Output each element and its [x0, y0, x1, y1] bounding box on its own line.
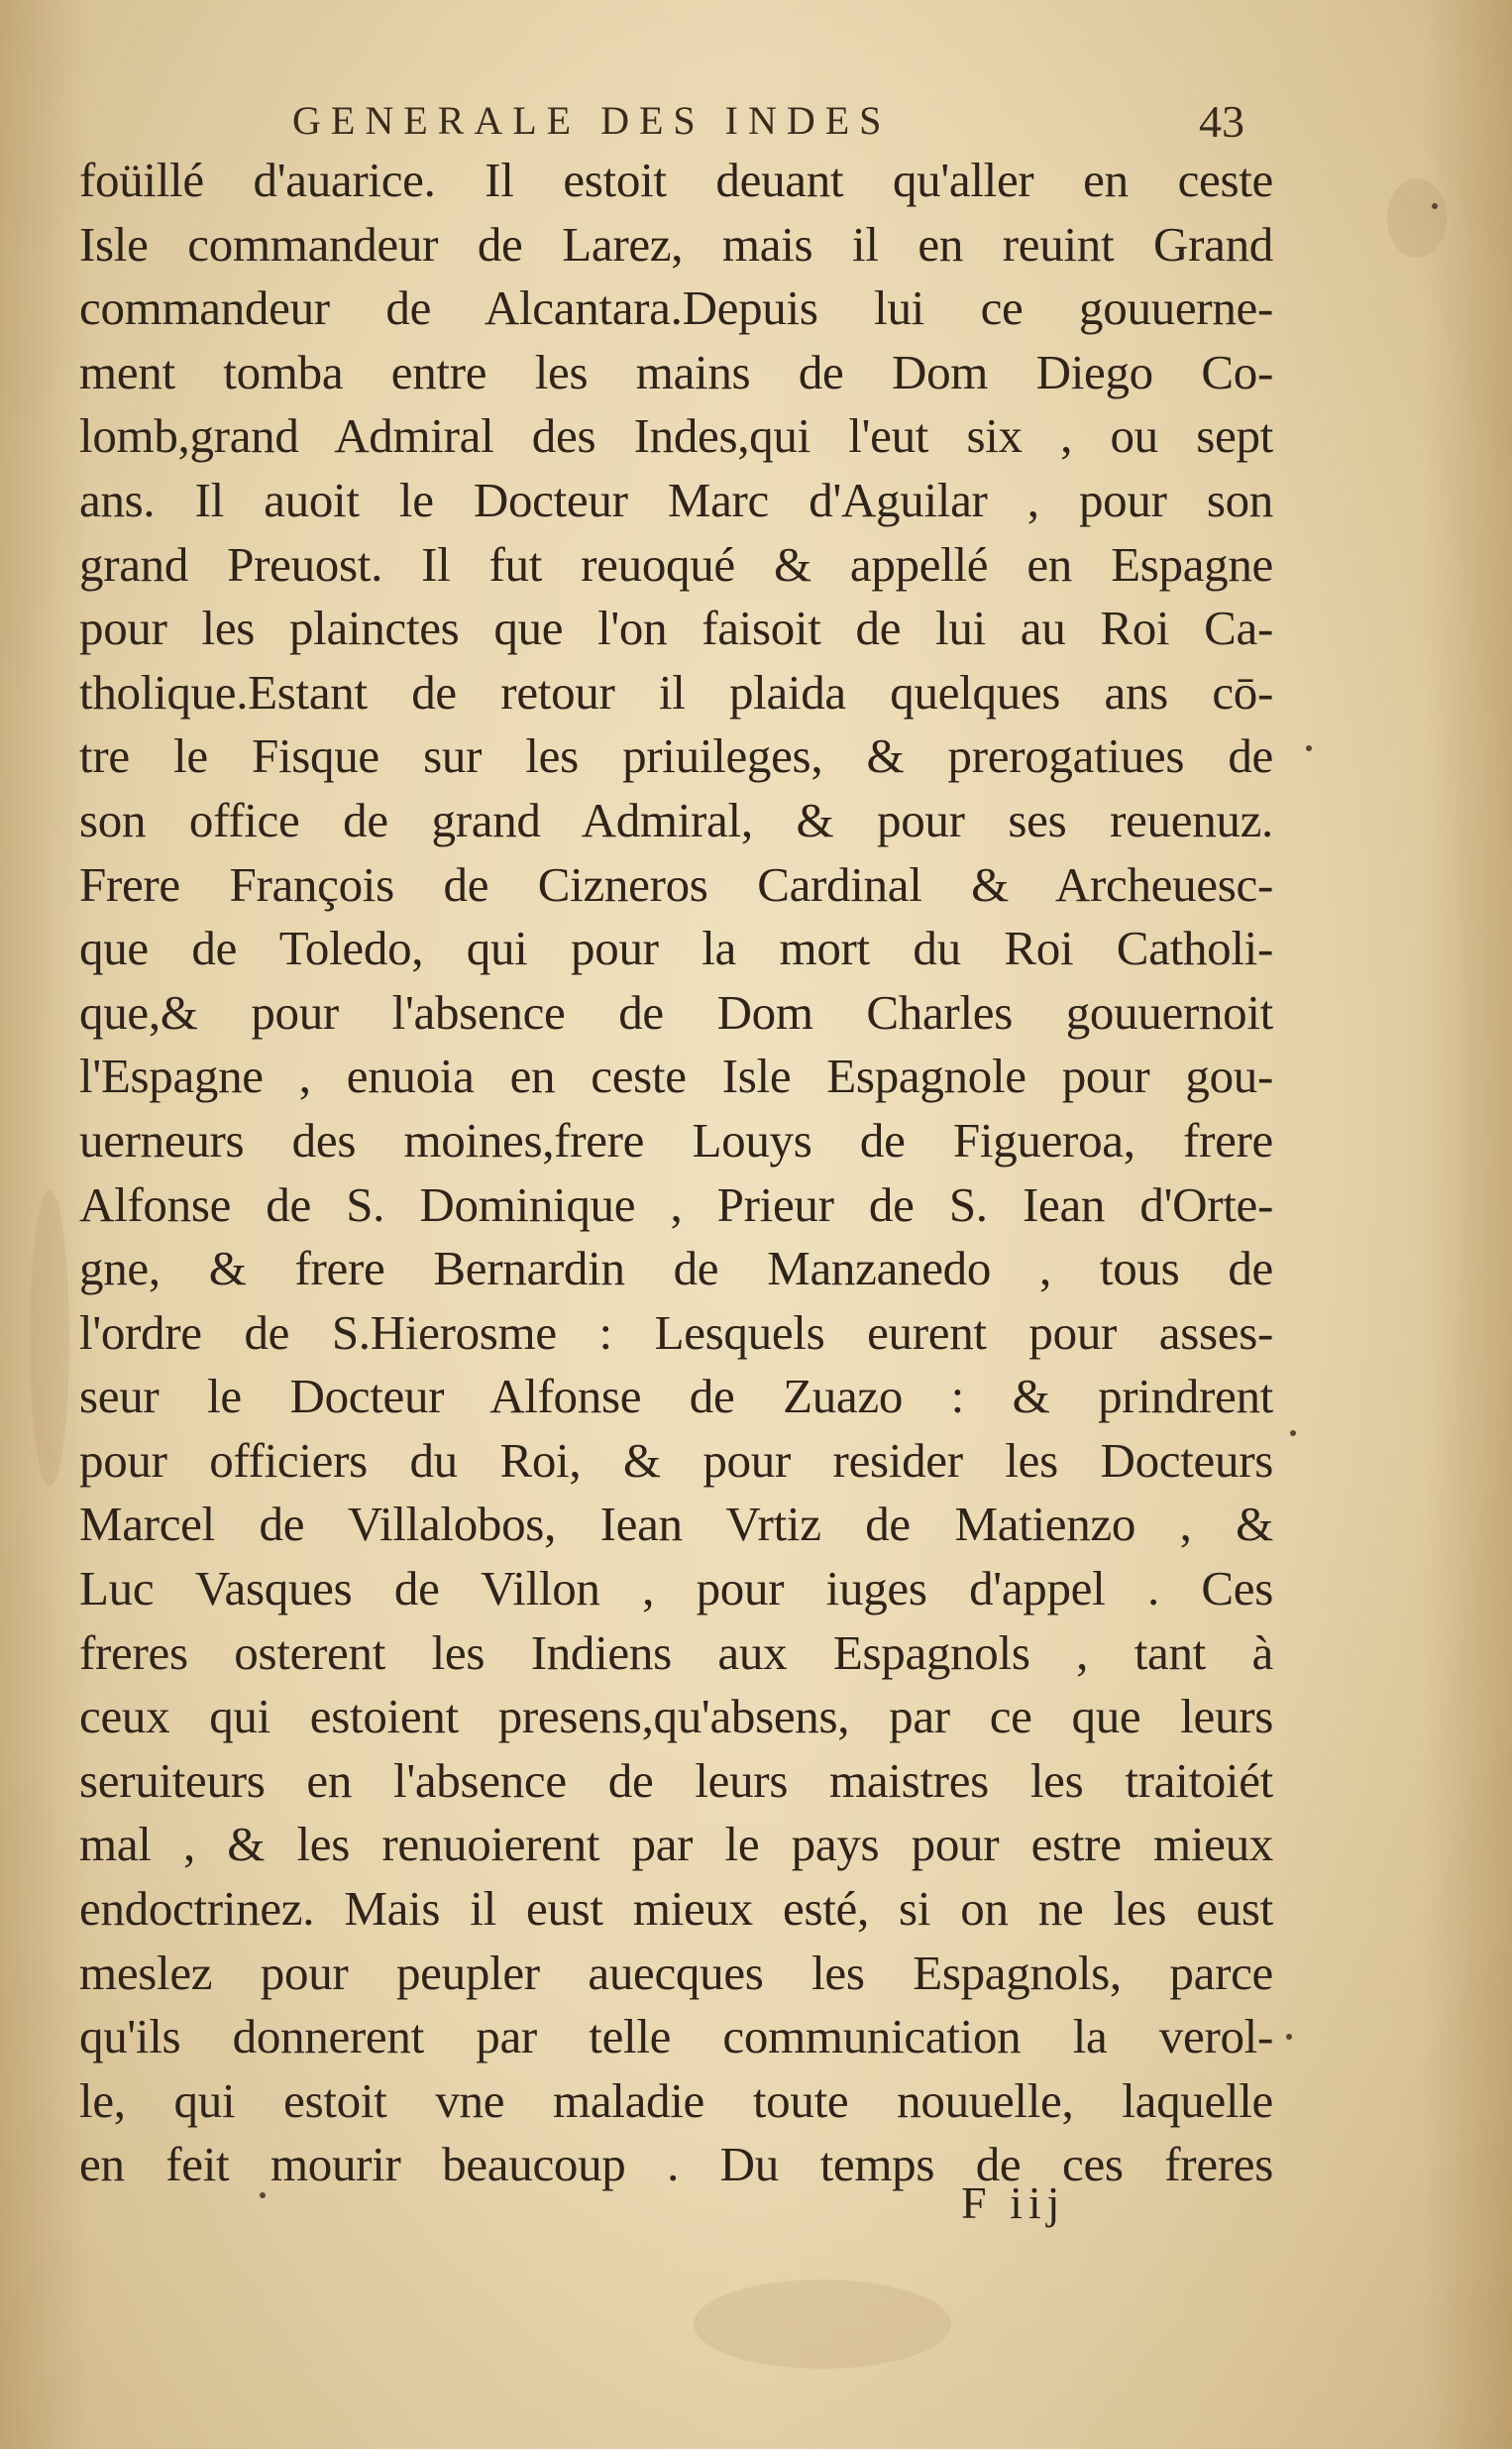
text-line: Isle commandeur de Larez, mais il en reuint Grand [79, 216, 1273, 272]
text-line: que de Toledo, qui pour la mort du Roi Catholi- [79, 921, 1273, 976]
text-line: pour officiers du Roi, & pour resider les Docteurs [79, 1432, 1273, 1488]
text-line: Luc Vasques de Villon , pour iuges d'appel . Ces [79, 1561, 1273, 1616]
text-line: le, qui estoit vne maladie toute nouuelle, laquelle [79, 2072, 1273, 2128]
text-line: mal , & les renuoierent par le pays pour estre mieux [79, 1817, 1273, 1872]
text-line: tholique.Estant de retour il plaida quelques ans cō- [79, 664, 1273, 720]
text-line: pour les plainctes que l'on faisoit de lui au Roi Ca- [79, 601, 1273, 656]
text-line: son office de grand Admiral, & pour ses reuenuz. [79, 792, 1273, 847]
paper-stain [694, 2280, 951, 2369]
text-line: freres osterent les Indiens aux Espagnols , tant à [79, 1624, 1273, 1680]
paper-stain [30, 1189, 69, 1487]
text-line: que,& pour l'absence de Dom Charles gouuernoit [79, 984, 1273, 1040]
text-line: gne, & frere Bernardin de Manzanedo , tous de [79, 1241, 1273, 1296]
text-line: lomb,grand Admiral des Indes,qui l'eut six , ou sept [79, 408, 1273, 464]
page-number: 43 [1199, 96, 1244, 147]
signature-mark: F iij [961, 2177, 1066, 2228]
text-line: ceux qui estoient presens,qu'absens, par ce que leurs [79, 1689, 1273, 1744]
text-line: endoctrinez. Mais il eust mieux esté, si on ne les eust [79, 1881, 1273, 1937]
text-line: grand Preuost. Il fut reuoqué & appellé en Espagne [79, 536, 1273, 592]
text-line: qu'ils donnerent par telle communication la verol- [79, 2009, 1273, 2064]
running-head [79, 87, 1268, 157]
text-line: ans. Il auoit le Docteur Marc d'Aguilar , pour son [79, 472, 1273, 527]
ink-speck [1290, 1430, 1296, 1436]
text-line: l'Espagne , enuoia en ceste Isle Espagnole pour gou- [79, 1049, 1273, 1104]
text-line: Alfonse de S. Dominique , Prieur de S. Iean d'Orte- [79, 1176, 1273, 1232]
text-line: tre le Fisque sur les priuileges, & prerogatiues de [79, 728, 1273, 784]
ink-speck [1286, 2034, 1292, 2040]
ink-speck [1432, 203, 1438, 209]
text-line: Frere François de Cizneros Cardinal & Archeuesc- [79, 856, 1273, 912]
text-line: seur le Docteur Alfonse de Zuazo : & prindrent [79, 1369, 1273, 1424]
text-line: uerneurs des moines,frere Louys de Figueroa, frere [79, 1112, 1273, 1168]
paper-stain [1387, 178, 1447, 258]
text-line: seruiteurs en l'absence de leurs maistres les traitoiét [79, 1752, 1273, 1808]
text-line: meslez pour peupler auecques les Espagnols, parce [79, 1945, 1273, 2000]
text-line: commandeur de Alcantara.Depuis lui ce gouuerne- [79, 280, 1273, 336]
text-line: en feit mourir beaucoup . Du temps de ces freres [79, 2137, 1273, 2192]
text-line: ment tomba entre les mains de Dom Diego Co- [79, 344, 1273, 399]
text-line: foüillé d'auarice. Il estoit deuant qu'aller en ceste [79, 153, 1273, 207]
running-title: GENERALE DES INDES [292, 98, 892, 143]
text-line: l'ordre de S.Hierosme : Lesquels eurent pour asses- [79, 1304, 1273, 1360]
body-text [79, 149, 1273, 2197]
text-line: Marcel de Villalobos, Iean Vrtiz de Matienzo , & [79, 1497, 1273, 1552]
ink-speck [1306, 745, 1312, 751]
